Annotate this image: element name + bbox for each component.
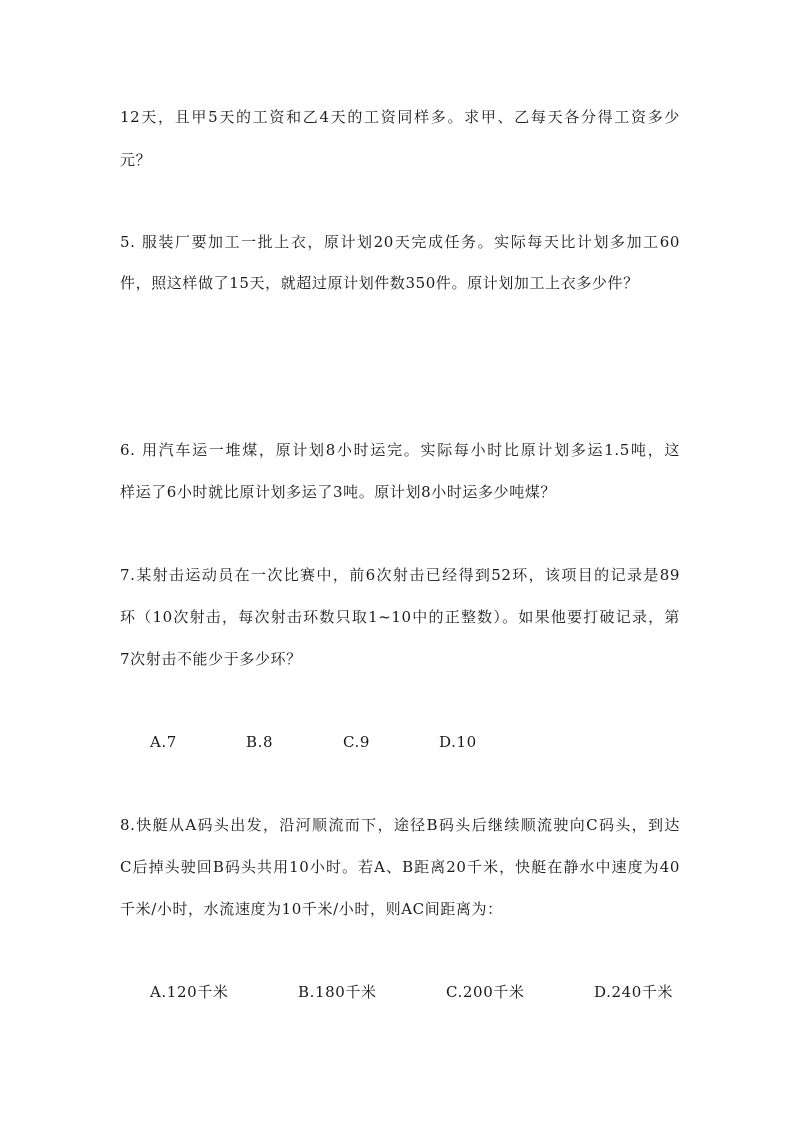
question-7-option-c: C.9 (343, 733, 371, 751)
question-6-line-1: 6. 用汽车运一堆煤，原计划8小时运完。实际每小时比原计划多运1.5吨，这 (120, 441, 680, 459)
question-7-option-a: A.7 (150, 733, 177, 751)
question-8-line-3: 千米/小时，水流速度为10千米/小时，则AC间距离为： (120, 900, 503, 918)
question-5-line-1: 5. 服装厂要加工一批上衣，原计划20天完成任务。实际每天比计划多加工60 (120, 233, 680, 251)
question-8-line-2: C后掉头驶回B码头共用10小时。若A、B距离20千米，快艇在静水中速度为40 (120, 858, 680, 876)
question-7-line-1: 7.某射击运动员在一次比赛中，前6次射击已经得到52环，该项目的记录是89 (120, 566, 680, 584)
question-4-line-1: 12天，且甲5天的工资和乙4天的工资同样多。求甲、乙每天各分得工资多少 (120, 108, 680, 126)
question-7-line-3: 7次射击不能少于多少环？ (120, 650, 302, 668)
question-8-option-b: B.180千米 (298, 983, 377, 1001)
question-5-line-2: 件，照这样做了15天，就超过原计划件数350件。原计划加工上衣多少件？ (120, 274, 639, 292)
question-8-option-d: D.240千米 (594, 983, 674, 1001)
question-7-option-b: B.8 (246, 733, 274, 751)
question-8-line-1: 8.快艇从A码头出发，沿河顺流而下，途径B码头后继续顺流驶向C码头，到达 (120, 816, 680, 834)
question-7-option-d: D.10 (439, 733, 477, 751)
question-7-line-2: 环（10次射击，每次射击环数只取1~10中的正整数）。如果他要打破记录，第 (120, 608, 680, 626)
question-8-option-c: C.200千米 (446, 983, 525, 1001)
question-4-line-2: 元？ (120, 151, 152, 169)
question-8-option-a: A.120千米 (150, 983, 229, 1001)
question-6-line-2: 样运了6小时就比原计划多运了3吨。原计划8小时运多少吨煤？ (120, 483, 557, 501)
